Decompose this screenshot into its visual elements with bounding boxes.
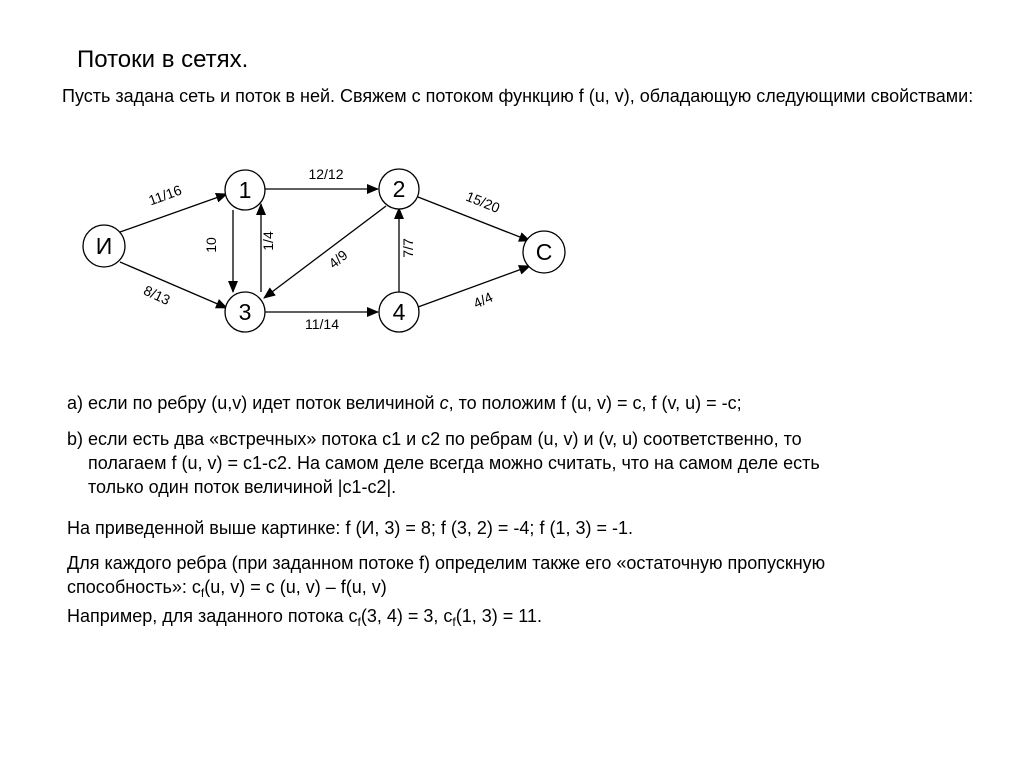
node-label-I: И xyxy=(95,233,113,259)
residual-example-pre: Например, для заданного потока c xyxy=(67,606,358,626)
edge-label-I-3: 8/13 xyxy=(141,281,173,309)
edge-label-3-4: 11/14 xyxy=(305,316,339,332)
edge-label-2-3: 4/9 xyxy=(325,246,351,272)
residual-example-sub1: f xyxy=(357,615,361,629)
edge-label-4-2: 7/7 xyxy=(400,238,416,258)
rule-b-line1: b) если есть два «встречных» потока c1 и c2 по ребрам (u, v) и (v, u) соответственно, то xyxy=(67,429,802,449)
edge-2-3 xyxy=(264,206,386,298)
residual-example-mid: (3, 4) = 3, c xyxy=(360,606,453,626)
node-label-3: 3 xyxy=(238,299,252,325)
residual-def-line1: Для каждого ребра (при заданном потоке f) определим также его «остаточную пропускную xyxy=(67,553,826,573)
example-values: На приведенной выше картинке: f (И, 3) = 8; f (3, 2) = -4; f (1, 3) = -1. xyxy=(67,518,633,538)
edge-label-2-S: 15/20 xyxy=(463,188,503,216)
residual-example-post: (1, 3) = 11. xyxy=(455,606,542,626)
edge-label-I-1: 11/16 xyxy=(146,181,184,209)
intro-text: Пусть задана сеть и поток в ней. Свяжем с потоком функцию f (u, v), обладающую следующими свойствами: xyxy=(62,86,974,106)
residual-def-post: (u, v) = c (u, v) – f(u, v) xyxy=(204,577,387,597)
residual-def-sub: f xyxy=(200,586,205,600)
rule-a-var: c xyxy=(439,393,449,413)
slide-title: Потоки в сетях. xyxy=(77,46,249,73)
rule-a-pre: a) если по ребру (u,v) идет поток величиной xyxy=(67,393,440,413)
node-label-S: С xyxy=(535,239,553,265)
edge-label-4-S: 4/4 xyxy=(470,288,496,312)
edge-I-3 xyxy=(120,262,227,308)
rule-a xyxy=(67,391,967,415)
edge-label-3-1: 1/4 xyxy=(260,231,276,251)
rule-a-post: , то положим f (u, v) = c, f (v, u) = -c; xyxy=(448,393,742,413)
residual-capacity-definition xyxy=(67,551,967,599)
residual-example xyxy=(67,604,967,628)
node-label-1: 1 xyxy=(238,177,252,203)
rule-b xyxy=(67,427,967,499)
node-label-2: 2 xyxy=(392,176,406,202)
node-label-4: 4 xyxy=(392,299,406,325)
edge-label-1-2: 12/12 xyxy=(308,166,344,182)
residual-def-line2 xyxy=(67,575,967,599)
rule-b-line2: полагаем f (u, v) = c1-c2. На самом деле всегда можно считать, что на самом деле есть xyxy=(88,453,820,473)
residual-example-sub2: f xyxy=(452,615,456,629)
rule-b-line3: только один поток величиной |c1-c2|. xyxy=(88,477,397,497)
edge-label-1-3: 10 xyxy=(203,237,219,253)
residual-def-pre: способность»: c xyxy=(67,577,201,597)
